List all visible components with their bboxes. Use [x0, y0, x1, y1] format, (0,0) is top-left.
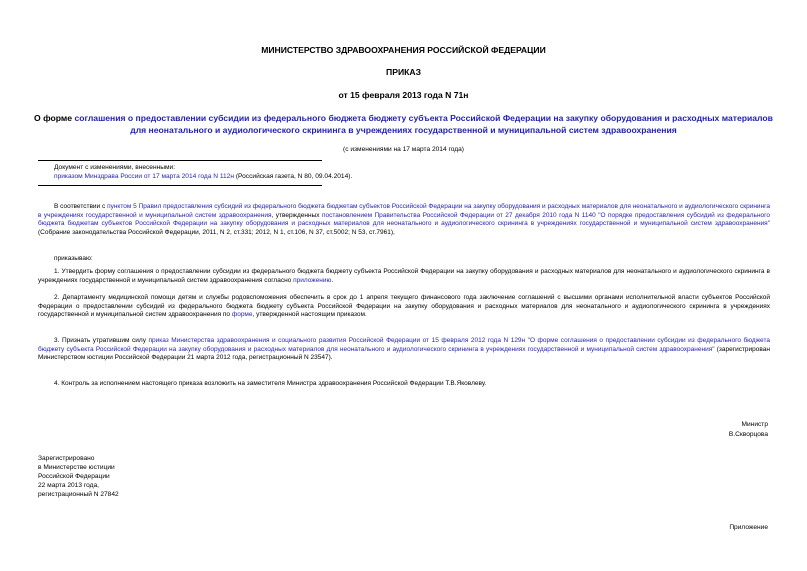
registration-line-1: Зарегистрировано	[38, 455, 95, 462]
amendment-top-rule	[38, 160, 322, 161]
item-2-text: 2. Департаменту медицинской помощи детям и службы родовспоможения обеспечить в срок до 1 апреля текущего финансового года заключение соглашений с высшими органами исполнительной власти субъектов Российской Федерации о предоставлении субсидий из федерального бюджета бюджету субъекта Российской Федерации на закупку оборудования и расходных материалов для неонатального и аудиологического скрининга в учреждениях государственной и муниципальной систем здравоохранения по	[38, 294, 770, 319]
preamble-text-3: (Собрание законодательства Российской Федерации, 2011, N 2, ст.331; 2012, N 1, ст.106, N 37, ст.5002; N 53, ст.7961),	[38, 229, 395, 237]
registration-line-2: в Министерстве юстиции	[38, 464, 115, 471]
order-heading: ПРИКАЗ	[386, 67, 421, 77]
registration-line-5: регистрационный N 27842	[38, 491, 119, 498]
item-1-end: .	[331, 276, 334, 284]
amendment-line: Документ с изменениями, внесенными:	[54, 164, 176, 171]
item-3	[38, 337, 770, 363]
appendix-label: Приложение	[729, 524, 768, 531]
title-prefix: О форме	[34, 113, 75, 123]
signature-position: Министр	[741, 421, 768, 428]
amendment-link[interactable]: приказом Минздрава России от 17 марта 2014 года N 112н	[54, 173, 234, 180]
preamble-paragraph	[38, 203, 770, 238]
item-1-text: 1. Утвердить форму соглашения о предоставлении субсидии из федерального бюджета бюджету субъекта Российской Федерации на закупку оборудования и расходных материалов для неонатального и аудиологического скрининга в учреждениях государственной и муниципальной систем здравоохранения согласно	[38, 268, 770, 284]
item-3-text-1: 3. Признать утратившим силу	[54, 337, 149, 344]
item-2-end: , утвержденной настоящим приказом.	[252, 311, 367, 319]
preamble-text-2: , утвержденных	[271, 211, 322, 219]
item-1	[38, 268, 770, 285]
registration-line-4: 22 марта 2013 года,	[38, 482, 99, 489]
document-title	[30, 112, 777, 136]
preamble-link-decree[interactable]: постановлением Правительства Российской Федерации от 27 декабря 2010 года N 1140 "О порядке предоставления субсидий из федерального бюджета бюджетам субъектов Российской Федерации на закупку оборудования и расходных материалов для неонатального и аудиологического скрининга в учреждениях государственной и муниципальной систем здравоохранения"	[38, 211, 770, 228]
edition-note: (с изменениями на 17 марта 2014 года)	[343, 146, 464, 153]
item-1-link[interactable]: приложению	[293, 276, 332, 284]
item-3-link[interactable]: приказ Министерства здравоохранения и социального развития Российской Федерации от 15 февраля 2012 года N 129н "О форме соглашения о предоставлении субсидии из федерального бюджета бюджету субъекта Российской Федерации на закупку оборудования и расходных материалов для неонатального и аудиологического скрининга в учреждениях государственной и муниципальной систем здравоохранения"	[38, 337, 770, 353]
title-link[interactable]: соглашения о предоставлении субсидии из федерального бюджета бюджету субъекта Российской Федерации на закупку оборудования и расходных материалов для неонатального и аудиологического скрининга в учреждениях государственной и муниципальной систем здравоохранения	[74, 113, 773, 135]
registration-line-3: Российской Федерации	[38, 473, 110, 480]
item-2-link[interactable]: форме	[231, 311, 253, 319]
orders-word: приказываю:	[54, 255, 93, 262]
order-date: от 15 февраля 2013 года N 71н	[338, 90, 469, 100]
item-4: 4. Контроль за исполнением настоящего приказа возложить на заместителя Министра здравоохранения Российской Федерации Т.В.Яковлеву.	[54, 380, 487, 387]
amendment-suffix: (Российская газета, N 80, 09.04.2014).	[233, 173, 353, 180]
preamble-text-1: В соответствии с	[54, 203, 108, 210]
item-2	[38, 294, 770, 320]
ministry-heading: МИНИСТЕРСТВО ЗДРАВООХРАНЕНИЯ РОССИЙСКОЙ ФЕДЕРАЦИИ	[261, 45, 546, 55]
signature-name: В.Скворцова	[728, 431, 768, 438]
amendment-source	[54, 173, 774, 182]
item-3-text-2: (зарегистрирован Министерством юстиции Российской Федерации 21 марта 2012 года, регистрационный N 23547).	[38, 345, 770, 362]
preamble-link-rules[interactable]: пунктом 5 Правил предоставления субсидий из федерального бюджета бюджетам субъектов Российской Федерации на закупку оборудования и расходных материалов для неонатального и аудиологического скрининга в учреждениях государственной и муниципальной систем здравоохранения	[38, 203, 770, 219]
amendment-bottom-rule	[38, 185, 322, 186]
